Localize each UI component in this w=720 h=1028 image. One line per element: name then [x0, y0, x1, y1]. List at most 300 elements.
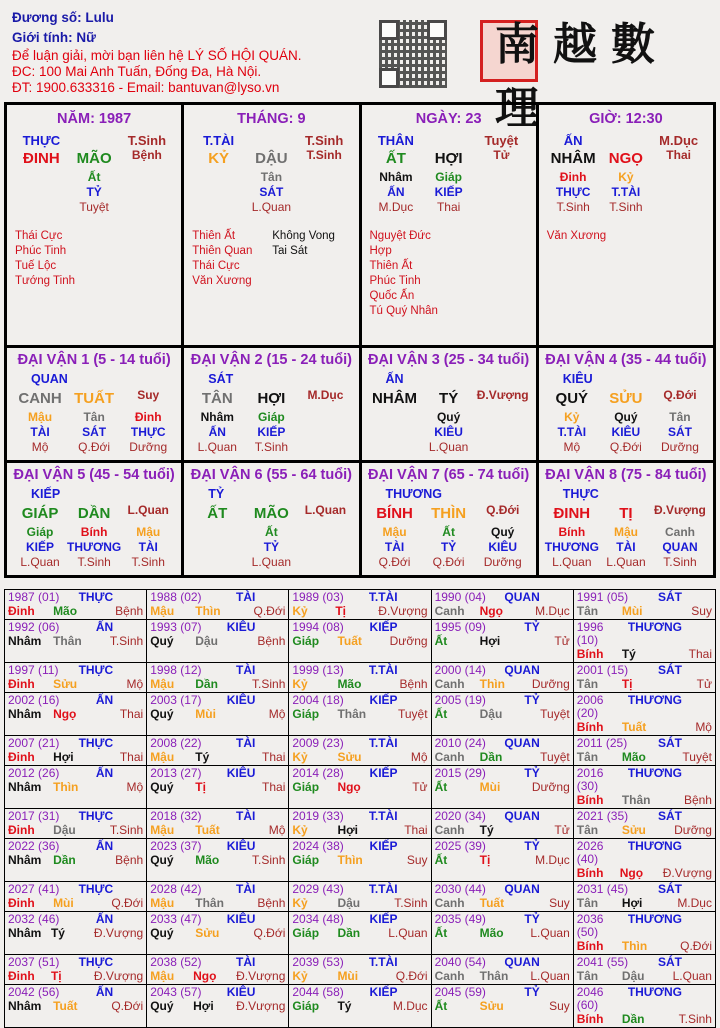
year-label: 1989 (03): [292, 590, 344, 604]
year-cell[interactable]: [289, 663, 431, 693]
hidden-god: SÁT: [82, 425, 107, 439]
ten-god: T.TÀI: [368, 955, 398, 969]
year-label: 1992 (06): [8, 620, 60, 634]
pillar-3[interactable]: [539, 105, 713, 345]
hidden-stage: L.Quan: [552, 555, 592, 569]
earthly-branch: Mão: [479, 926, 504, 940]
earthly-branch: Sửu: [195, 926, 220, 940]
dai-van-row-1: [7, 348, 713, 463]
pillar-0[interactable]: [7, 105, 184, 345]
year-cell[interactable]: [5, 809, 147, 839]
earthly-branch: Tuất: [621, 720, 647, 734]
stage: Tử: [554, 823, 570, 837]
year-cell[interactable]: [147, 912, 289, 955]
heavenly-stem: Mậu: [150, 604, 175, 618]
year-label: 2044 (58): [292, 985, 344, 999]
ten-god: SÁT: [208, 372, 234, 386]
hidden-god: THƯƠNG: [544, 540, 599, 554]
hidden-god: THỰC: [555, 185, 591, 199]
ten-god: T.TÀI: [203, 133, 235, 148]
stage: Thai: [688, 647, 712, 661]
heavenly-stem: Quý: [150, 999, 174, 1013]
dai-van-2[interactable]: [184, 348, 361, 460]
heavenly-stem: Mậu: [150, 677, 175, 691]
ten-god: THỰC: [78, 663, 114, 677]
hidden-stem: Quý: [614, 410, 638, 424]
hidden-stem: Bính: [558, 525, 586, 539]
year-label: 2010 (24): [434, 736, 486, 750]
earthly-branch: Thân: [337, 707, 367, 721]
hidden-god: KIẾP: [26, 540, 55, 554]
stage: Mộ: [695, 720, 712, 734]
hidden-stage: Dưỡng: [660, 440, 699, 454]
stage: M.Dục: [307, 388, 344, 402]
heavenly-stem: Kỷ: [292, 677, 308, 691]
year-cell[interactable]: [5, 955, 147, 985]
heavenly-stem: Ất: [434, 926, 448, 940]
hidden-stem: Giáp: [258, 410, 285, 424]
stage: Q.Đới: [486, 503, 520, 517]
hidden-stage: M.Dục: [378, 200, 414, 214]
stage: Đ.Vượng: [662, 866, 712, 880]
hidden-god: KIẾP: [434, 185, 463, 199]
heavenly-stem: Ất: [434, 780, 448, 794]
year-cell[interactable]: [147, 985, 289, 1028]
year-label: 2020 (34): [434, 809, 486, 823]
qr-finder: [379, 20, 399, 40]
earthly-branch: Ngọ: [53, 707, 77, 721]
ten-god: T.TÀI: [368, 663, 398, 677]
earthly-branch: Dậu: [53, 823, 76, 837]
year-label: 2037 (51): [8, 955, 60, 969]
earthly-branch: Thìn: [195, 604, 221, 618]
stage: Suy: [549, 999, 570, 1013]
year-cell[interactable]: [573, 620, 715, 663]
stage: Tuyệt: [397, 707, 428, 721]
heavenly-stem: Nhâm: [8, 926, 42, 940]
year-cell[interactable]: [289, 590, 431, 620]
earthly-branch: Tý: [195, 750, 210, 764]
hidden-stage: Q.Đới: [609, 440, 642, 454]
year-cell[interactable]: [147, 620, 289, 663]
year-cell[interactable]: [289, 955, 431, 985]
hidden-stem: Ất: [265, 525, 278, 539]
hidden-stem: Canh: [664, 525, 695, 539]
year-cell[interactable]: [573, 955, 715, 985]
stage: Suy: [406, 853, 428, 867]
hidden-god: QUAN: [662, 540, 698, 554]
dai-van-5[interactable]: [7, 463, 184, 575]
hidden-stage: L.Quan: [20, 555, 60, 569]
ten-god: QUAN: [504, 663, 540, 677]
earthly-branch: DẬU: [255, 150, 288, 167]
star-item: Văn Xương: [192, 275, 252, 287]
heavenly-stem: Kỷ: [292, 750, 308, 764]
heavenly-stem: Quý: [150, 634, 174, 648]
ten-god: ẤN: [95, 693, 114, 707]
heavenly-stem: Canh: [434, 823, 465, 837]
year-cell[interactable]: [5, 590, 147, 620]
qr-code-icon[interactable]: [379, 20, 447, 88]
stage: Mộ: [268, 823, 286, 837]
year-label: 2008 (22): [150, 736, 202, 750]
heavenly-stem: Canh: [434, 604, 465, 618]
year-label: 2045 (59): [434, 985, 486, 999]
hidden-god: TÀI: [616, 540, 636, 554]
year-label: 2031 (45): [576, 882, 629, 896]
heavenly-stem: Mậu: [150, 896, 175, 910]
hidden-god: KIẾP: [257, 425, 286, 439]
ten-god: TỶ: [524, 912, 540, 926]
hidden-stage: T.Sinh: [609, 200, 643, 214]
year-label: 1997 (11): [8, 663, 59, 677]
earthly-branch: Mùi: [195, 707, 216, 721]
year-cell[interactable]: [573, 985, 715, 1028]
year-cell[interactable]: [147, 809, 289, 839]
stage: Tử: [412, 780, 428, 794]
stage: Bệnh: [115, 604, 144, 618]
stage: Dưỡng: [531, 780, 570, 794]
earthly-branch: Mão: [337, 677, 362, 691]
pillar-1[interactable]: [184, 105, 361, 345]
stage: Mộ: [410, 750, 428, 764]
heavenly-stem: Canh: [434, 896, 465, 910]
year-cell[interactable]: [147, 955, 289, 985]
heavenly-stem: Nhâm: [8, 634, 42, 648]
stage: L.Quan: [530, 969, 570, 983]
hidden-god: THƯƠNG: [67, 540, 122, 554]
ten-god: QUAN: [504, 882, 540, 896]
heavenly-stem: Mậu: [150, 969, 175, 983]
year-cell[interactable]: [289, 985, 431, 1028]
heavenly-stem: Ất: [434, 999, 448, 1013]
stage: Q.Đới: [253, 604, 286, 618]
ten-god: THỰC: [78, 955, 114, 969]
year-label: 2000 (14): [434, 663, 486, 677]
stage: Đ.Vượng: [654, 503, 706, 517]
earthly-branch: Thân: [479, 969, 509, 983]
star-item: Tai Sát: [272, 245, 308, 257]
dai-van-7[interactable]: [362, 463, 539, 575]
hidden-stem: Kỷ: [564, 410, 580, 424]
year-cell[interactable]: [431, 620, 573, 663]
earthly-branch: Dậu: [621, 969, 645, 983]
ten-god: TỶ: [524, 839, 540, 853]
hidden-stem: Ất: [442, 525, 455, 539]
year-cell[interactable]: [5, 882, 147, 912]
dai-van-title: ĐẠI VẬN 6 (55 - 64 tuổi): [190, 467, 352, 483]
hidden-stem: Mậu: [382, 525, 407, 539]
hidden-stem: Tân: [260, 170, 283, 184]
dai-van-title: ĐẠI VẬN 5 (45 - 54 tuổi): [13, 467, 175, 483]
hidden-god: ẤN: [208, 425, 226, 439]
stage: Tử: [493, 148, 510, 162]
heavenly-stem: Tân: [576, 823, 599, 837]
hidden-stem: Mậu: [28, 410, 53, 424]
hidden-stem: Tân: [83, 410, 105, 424]
year-cell[interactable]: [289, 766, 431, 809]
earthly-branch: Mùi: [53, 896, 74, 910]
ten-god: ẤN: [95, 620, 114, 634]
ten-god: TỶ: [524, 693, 540, 707]
hidden-god: KIÊU: [611, 425, 641, 439]
year-cell[interactable]: [289, 912, 431, 955]
dai-van-3[interactable]: [362, 348, 539, 460]
earthly-branch: TỊ: [619, 505, 633, 522]
earthly-branch: MÃO: [253, 505, 289, 522]
year-label: 2028 (42): [150, 882, 202, 896]
heavenly-stem: Tân: [576, 969, 599, 983]
stage: T.Sinh: [306, 148, 342, 162]
earthly-branch: Tuất: [479, 896, 505, 910]
pillar-title: NGÀY: 23: [415, 111, 482, 127]
year-label: 2027 (41): [8, 882, 60, 896]
heavenly-stem: Canh: [434, 969, 465, 983]
year-cell[interactable]: [573, 809, 715, 839]
year-label: 2026 (40): [576, 839, 604, 866]
year-cell[interactable]: [573, 766, 715, 809]
ten-god: THỰC: [562, 487, 599, 501]
hidden-stem: Mậu: [136, 525, 161, 539]
year-cell[interactable]: [431, 663, 573, 693]
dai-van-title: ĐẠI VẬN 4 (35 - 44 tuổi): [545, 352, 707, 368]
pillars-row: [7, 105, 713, 348]
year-label: 2043 (57): [150, 985, 202, 999]
year-cell[interactable]: [431, 839, 573, 882]
heavenly-stem: BÍNH: [376, 505, 413, 522]
earthly-branch: Mùi: [337, 969, 359, 983]
heavenly-stem: NHÂM: [550, 150, 596, 167]
ten-god: SÁT: [658, 663, 682, 677]
earthly-branch: Thân: [195, 896, 224, 910]
hidden-stage: Dưỡng: [483, 555, 522, 569]
year-cell[interactable]: [5, 912, 147, 955]
year-label: 1991 (05): [576, 590, 629, 604]
year-cell[interactable]: [147, 736, 289, 766]
year-cell[interactable]: [5, 663, 147, 693]
hidden-stage: L.Quan: [197, 440, 237, 454]
year-cell[interactable]: [5, 766, 147, 809]
ten-god: THƯƠNG: [627, 912, 682, 926]
earthly-branch: Dậu: [195, 634, 218, 648]
earthly-branch: Tý: [621, 647, 636, 661]
year-cell[interactable]: [147, 590, 289, 620]
year-row: [5, 736, 716, 766]
star-item: Tú Quý Nhân: [369, 305, 438, 317]
stage: Bệnh: [131, 148, 162, 162]
ten-god: SÁT: [658, 590, 682, 604]
year-cell[interactable]: [431, 766, 573, 809]
earthly-branch: Hợi: [621, 896, 643, 910]
earthly-branch: Dần: [337, 926, 361, 940]
pillar-2[interactable]: [362, 105, 539, 345]
heavenly-stem: Nhâm: [8, 707, 42, 721]
stage: L.Quan: [388, 926, 428, 940]
stage: Đ.Vượng: [93, 969, 144, 983]
year-cell[interactable]: [573, 912, 715, 955]
year-label: 1990 (04): [434, 590, 486, 604]
stage: T.Sinh: [252, 853, 286, 867]
year-label: 2012 (26): [8, 766, 60, 780]
hidden-god: THỰC: [130, 425, 166, 439]
year-cell[interactable]: [147, 693, 289, 736]
ten-god: QUAN: [31, 372, 68, 386]
year-label: 2035 (49): [434, 912, 486, 926]
heavenly-stem: Đinh: [8, 677, 35, 691]
earthly-branch: Tý: [479, 823, 494, 837]
year-cell[interactable]: [431, 809, 573, 839]
hidden-stage: T.Sinh: [77, 555, 111, 569]
year-row: [5, 839, 716, 882]
hidden-god: SÁT: [667, 425, 692, 439]
year-cell[interactable]: [573, 590, 715, 620]
heavenly-stem: Giáp: [292, 780, 320, 794]
hidden-god: TÀI: [30, 425, 50, 439]
year-cell[interactable]: [289, 620, 431, 663]
heavenly-stem: Giáp: [292, 999, 320, 1013]
stage: Thai: [119, 707, 144, 721]
year-cell[interactable]: [147, 663, 289, 693]
year-cell[interactable]: [147, 882, 289, 912]
year-cell[interactable]: [431, 590, 573, 620]
year-cell[interactable]: [289, 839, 431, 882]
ten-god: ẤN: [385, 372, 404, 386]
dai-van-8[interactable]: [539, 463, 713, 575]
year-cell[interactable]: [431, 882, 573, 912]
dai-van-1[interactable]: [7, 348, 184, 460]
stage: Tử: [696, 677, 712, 691]
hidden-stage: Thai: [436, 200, 461, 214]
year-label: 1993 (07): [150, 620, 202, 634]
stage: Bệnh: [115, 853, 144, 867]
dai-van-6[interactable]: [184, 463, 361, 575]
pillar-title: THÁNG: 9: [237, 111, 306, 127]
year-cell[interactable]: [431, 912, 573, 955]
year-cell[interactable]: [431, 693, 573, 736]
ten-god: TÀI: [236, 882, 256, 896]
earthly-branch: Tị: [479, 853, 491, 867]
year-label: 1995 (09): [434, 620, 486, 634]
stage: Thai: [262, 750, 286, 764]
stage: Đ.Vượng: [476, 388, 529, 402]
heavenly-stem: Tân: [576, 604, 599, 618]
star-item: Thái Cực: [192, 260, 240, 272]
year-label: 2004 (18): [292, 693, 344, 707]
ten-god: TÀI: [236, 736, 256, 750]
heavenly-stem: Kỷ: [292, 896, 308, 910]
earthly-branch: Ngọ: [337, 780, 361, 794]
year-cell[interactable]: [5, 985, 147, 1028]
year-cell[interactable]: [573, 839, 715, 882]
year-cell[interactable]: [5, 839, 147, 882]
year-cell[interactable]: [147, 766, 289, 809]
heavenly-stem: ĐINH: [23, 150, 60, 167]
year-cell[interactable]: [147, 839, 289, 882]
year-cell[interactable]: [289, 693, 431, 736]
year-row: [5, 809, 716, 839]
star-item: Phúc Tinh: [369, 275, 421, 287]
heavenly-stem: CANH: [18, 390, 62, 407]
heavenly-stem: Kỷ: [292, 969, 308, 983]
year-cell[interactable]: [289, 809, 431, 839]
hidden-stem: Quý: [491, 525, 515, 539]
stage: Đ.Vượng: [236, 999, 286, 1013]
dai-van-4[interactable]: [539, 348, 713, 460]
year-label: 2013 (27): [150, 766, 202, 780]
ten-god: SÁT: [658, 736, 682, 750]
ten-god: QUAN: [504, 955, 540, 969]
stage: Mộ: [268, 707, 286, 721]
year-cell[interactable]: [289, 882, 431, 912]
heavenly-stem: Giáp: [292, 926, 320, 940]
heavenly-stem: Quý: [150, 853, 174, 867]
ten-god: ẤN: [95, 839, 114, 853]
year-cell[interactable]: [431, 736, 573, 766]
stage: Dưỡng: [389, 634, 428, 648]
qr-finder: [379, 68, 399, 88]
hidden-god: T.TÀI: [611, 185, 641, 199]
star-item: Thiên Ất: [192, 230, 236, 242]
year-cell[interactable]: [5, 693, 147, 736]
earthly-branch: Thìn: [479, 677, 505, 691]
stage: Bệnh: [257, 634, 286, 648]
year-cell[interactable]: [5, 620, 147, 663]
year-cell[interactable]: [573, 736, 715, 766]
heavenly-stem: Nhâm: [8, 780, 42, 794]
year-label: 2011 (25): [576, 736, 628, 750]
heavenly-stem: Đinh: [8, 969, 35, 983]
year-cell[interactable]: [5, 736, 147, 766]
year-label: 2005 (19): [434, 693, 486, 707]
ten-god: TỶ: [524, 620, 540, 634]
ten-god: KIẾP: [369, 839, 398, 853]
earthly-branch: Mùi: [621, 604, 643, 618]
ten-god: TỶ: [524, 985, 540, 999]
heavenly-stem: Nhâm: [8, 853, 42, 867]
annual-luck-table: [4, 589, 716, 1028]
stage: T.Sinh: [678, 1012, 712, 1026]
year-cell[interactable]: [289, 736, 431, 766]
earthly-branch: NGỌ: [608, 150, 643, 167]
year-label: 2030 (44): [434, 882, 486, 896]
heavenly-stem: Nhâm: [8, 999, 42, 1013]
year-cell[interactable]: [573, 663, 715, 693]
ten-god: THÂN: [377, 133, 414, 148]
hidden-stage: T.Sinh: [663, 555, 697, 569]
ten-god: KIẾP: [369, 912, 398, 926]
earthly-branch: Thân: [53, 634, 82, 648]
earthly-branch: Thân: [621, 793, 651, 807]
earthly-branch: Tuất: [53, 999, 78, 1013]
year-cell[interactable]: [431, 985, 573, 1028]
heavenly-stem: Giáp: [292, 853, 320, 867]
hidden-stem: Đinh: [559, 170, 587, 184]
stage: Thai: [262, 780, 286, 794]
year-label: 2042 (56): [8, 985, 60, 999]
earthly-branch: Mùi: [479, 780, 501, 794]
year-cell[interactable]: [573, 882, 715, 912]
heavenly-stem: Bính: [576, 647, 604, 661]
stage: Q.Đới: [663, 388, 697, 402]
heavenly-stem: Tân: [576, 750, 599, 764]
year-label: 2001 (15): [576, 663, 629, 677]
star-item: Thiên Ất: [369, 260, 413, 272]
year-cell[interactable]: [431, 955, 573, 985]
ten-god: SÁT: [658, 955, 682, 969]
year-cell[interactable]: [573, 693, 715, 736]
heavenly-stem: Giáp: [292, 707, 320, 721]
earthly-branch: Sửu: [337, 750, 362, 764]
